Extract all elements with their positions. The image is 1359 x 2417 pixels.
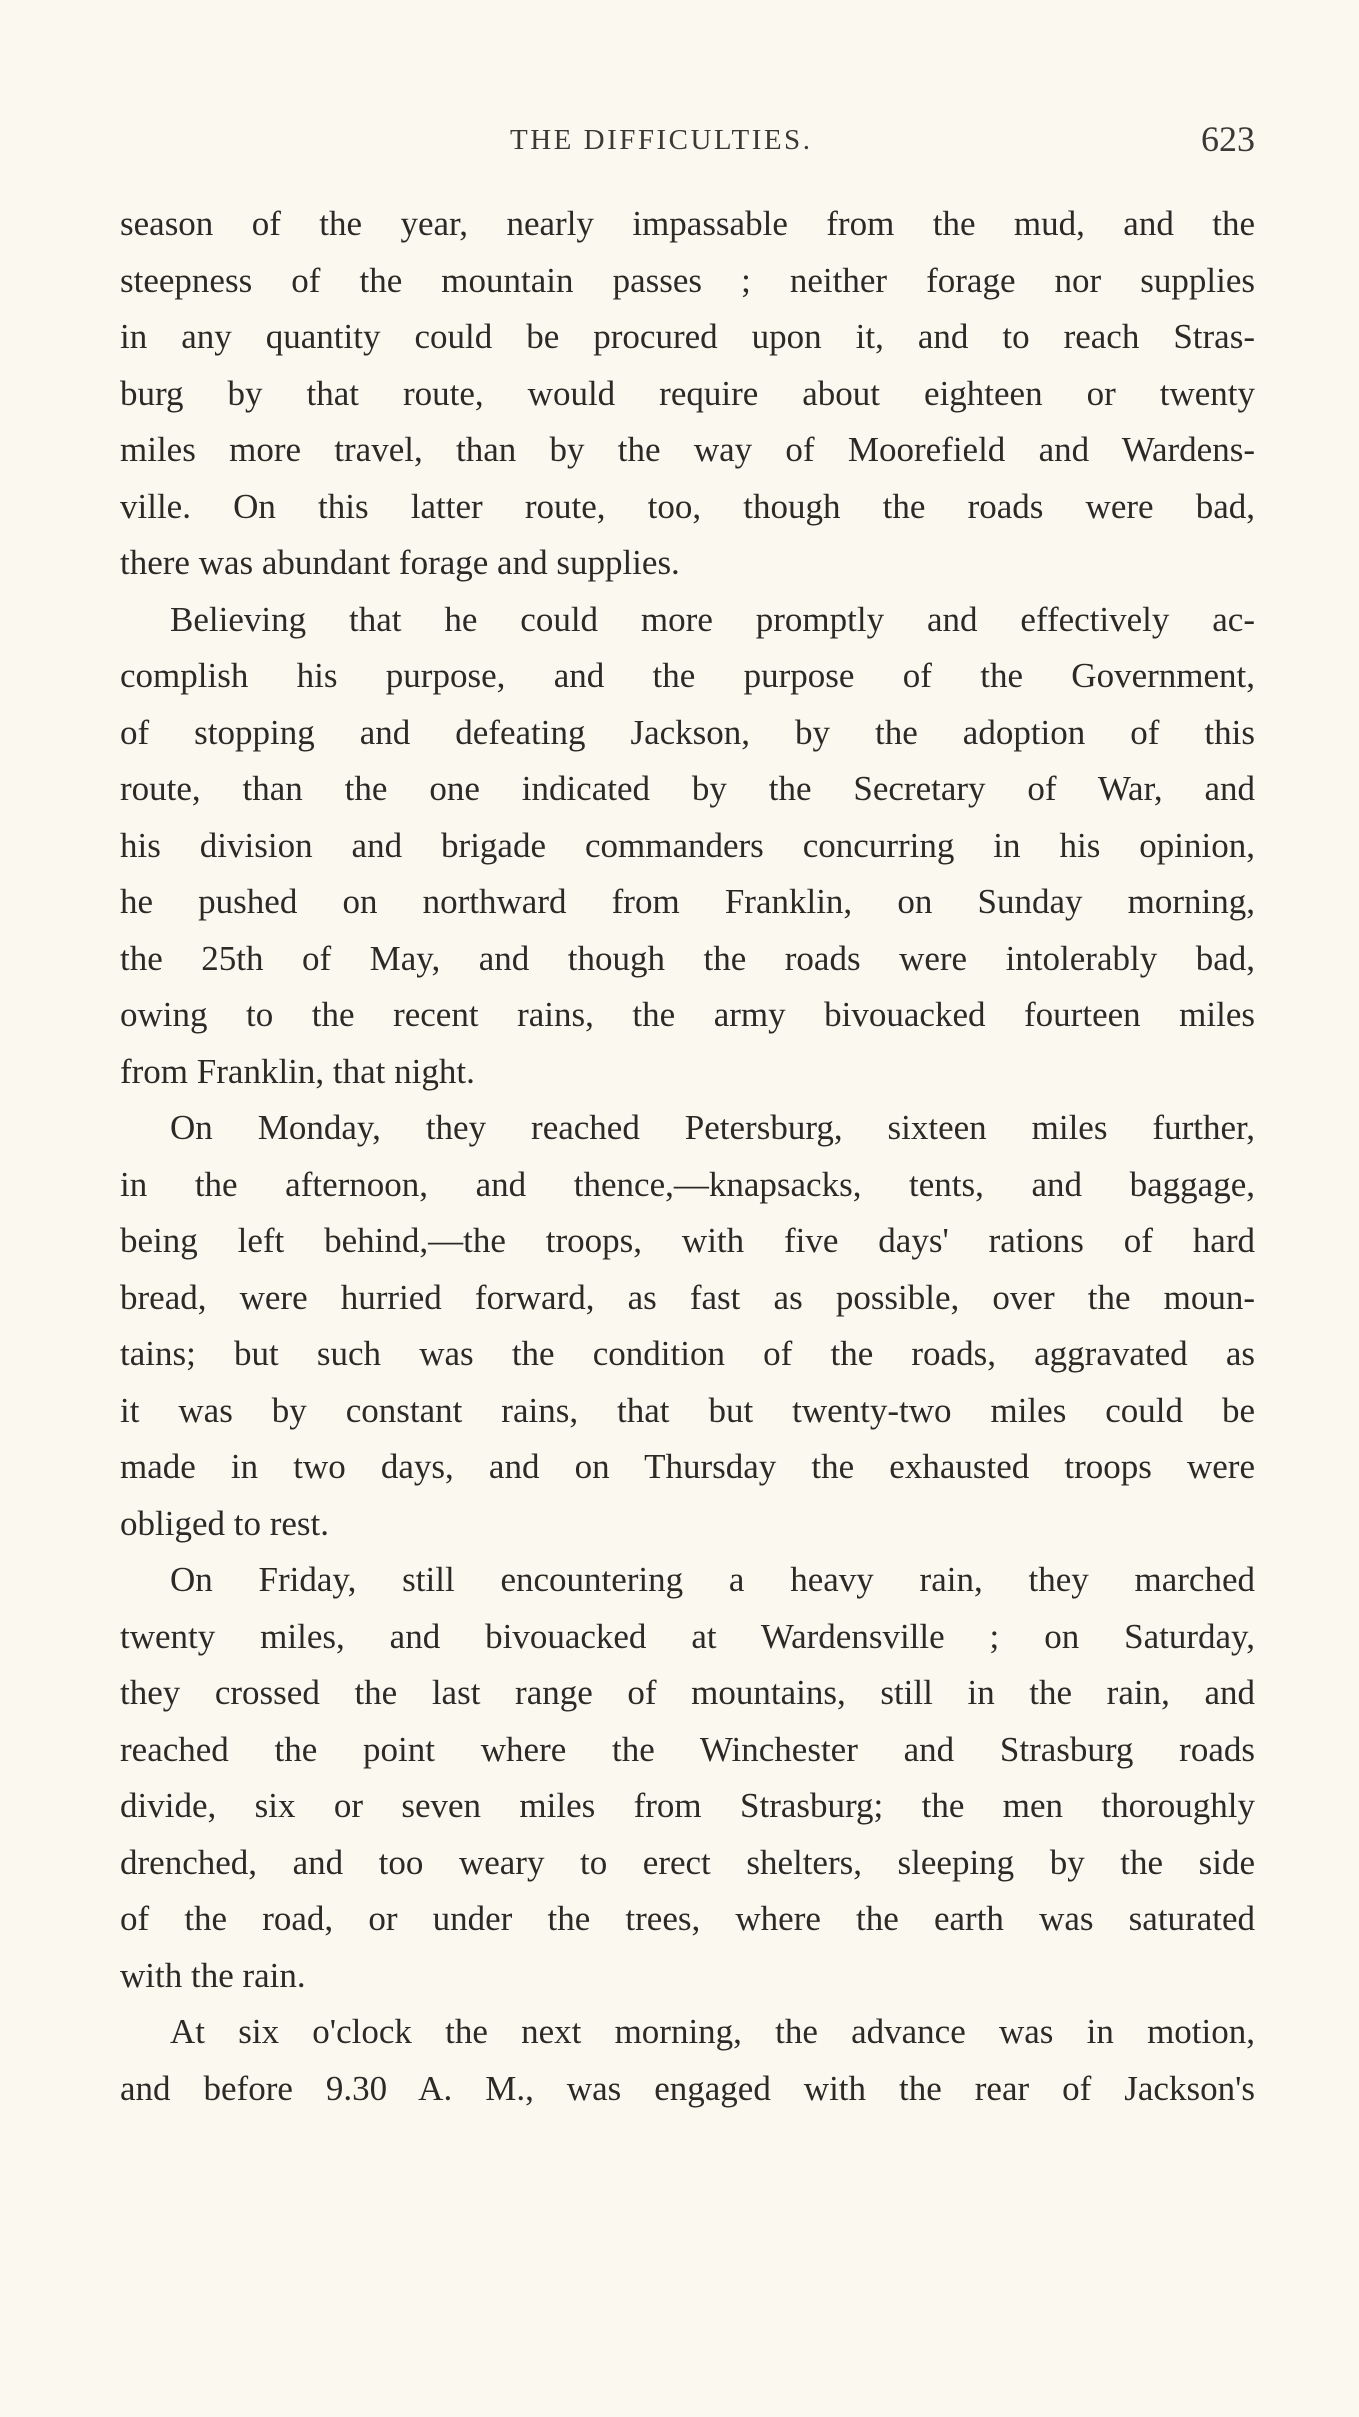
body-text (120, 196, 1255, 2117)
text-line: from Franklin, that night. (120, 1051, 475, 1091)
text-line: with the rain. (120, 1955, 306, 1995)
text-line: being left behind,—the troops, with five days' rations of hard (120, 1221, 1255, 1260)
text-line: his division and brigade commanders concurring in his opinion, (120, 825, 1255, 865)
text-line: in any quantity could be procured upon it, and to reach Stras- (120, 317, 1255, 356)
text-line: in the afternoon, and thence,—knapsacks, tents, and baggage, (120, 1164, 1255, 1204)
text-line: owing to the recent rains, the army bivouacked fourteen miles (120, 995, 1255, 1034)
text-line: ville. On this latter route, too, though the roads were bad, (120, 486, 1255, 526)
text-line: the 25th of May, and though the roads were intolerably bad, (120, 938, 1255, 978)
page-header (120, 118, 1255, 168)
text-line: of the road, or under the trees, where the earth was saturated (120, 1899, 1255, 1938)
text-line: he pushed on northward from Franklin, on Sunday morning, (120, 882, 1255, 921)
text-line: Believing that he could more promptly and effectively ac- (170, 599, 1255, 639)
text-line: bread, were hurried forward, as fast as possible, over the moun- (120, 1277, 1255, 1317)
text-line: and before 9.30 A. M., was engaged with the rear of Jackson's (120, 2068, 1255, 2108)
text-line: drenched, and too weary to erect shelters, sleeping by the side (120, 1842, 1255, 1882)
text-line: they crossed the last range of mountains, still in the rain, and (120, 1673, 1255, 1712)
text-line: burg by that route, would require about eighteen or twenty (120, 373, 1255, 413)
text-line: of stopping and defeating Jackson, by the adoption of this (120, 712, 1255, 752)
running-head: THE DIFFICULTIES. (510, 124, 813, 156)
text-line: On Monday, they reached Petersburg, sixteen miles further, (170, 1108, 1255, 1147)
text-line: there was abundant forage and supplies. (120, 543, 680, 582)
text-line: obliged to rest. (120, 1503, 329, 1543)
text-line: route, than the one indicated by the Secretary of War, and (120, 769, 1255, 808)
page-number: 623 (1201, 119, 1255, 159)
text-line: divide, six or seven miles from Strasburg; the men thoroughly (120, 1786, 1255, 1825)
text-line: reached the point where the Winchester and Strasburg roads (120, 1729, 1255, 1769)
text-line: season of the year, nearly impassable from the mud, and the (120, 204, 1255, 243)
text-line: twenty miles, and bivouacked at Wardensville ; on Saturday, (120, 1616, 1255, 1656)
text-line: At six o'clock the next morning, the advance was in motion, (170, 2012, 1255, 2051)
text-line: complish his purpose, and the purpose of the Government, (120, 656, 1255, 695)
text-line: tains; but such was the condition of the roads, aggravated as (120, 1334, 1255, 1373)
text-line: miles more travel, than by the way of Moorefield and Wardens- (120, 430, 1255, 469)
text-line: On Friday, still encountering a heavy rain, they marched (170, 1560, 1255, 1599)
text-line: steepness of the mountain passes ; neither forage nor supplies (120, 260, 1255, 300)
text-line: it was by constant rains, that but twenty-two miles could be (120, 1390, 1255, 1430)
text-line: made in two days, and on Thursday the exhausted troops were (120, 1447, 1255, 1486)
